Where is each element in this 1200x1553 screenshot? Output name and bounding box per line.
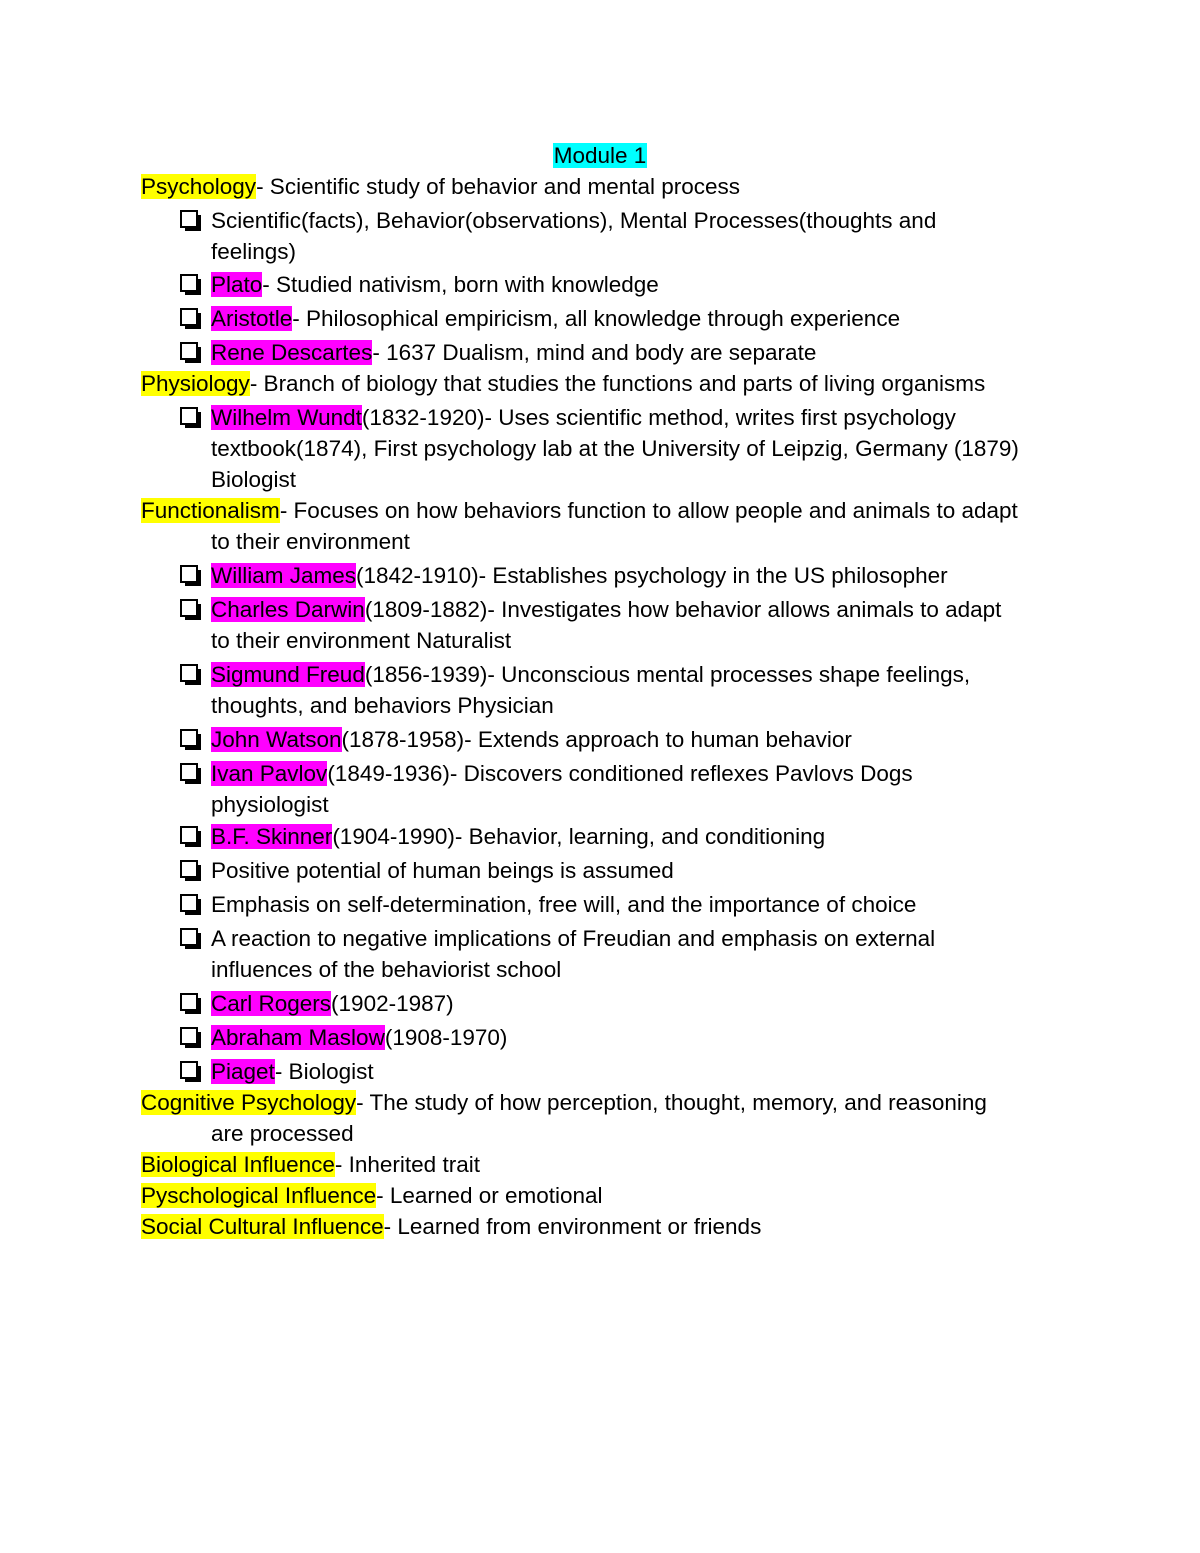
functionalism-heading: [141, 495, 1018, 526]
item-text: (1878-1958)- Extends approach to human behavior: [341, 727, 852, 752]
term-john-watson: John Watson: [211, 727, 342, 752]
term-piaget: Piaget: [211, 1059, 275, 1084]
item-text: (1842-1910)- Establishes psychology in the US philosopher: [356, 563, 948, 588]
checkbox-icon[interactable]: [180, 1061, 198, 1079]
term-social-cultural-influence: Social Cultural Influence: [141, 1214, 384, 1239]
checkbox-icon[interactable]: [180, 342, 198, 360]
item-text: thoughts, and behaviors Physician: [211, 693, 554, 718]
psychological-definition: - Learned or emotional: [376, 1183, 603, 1208]
functionalism-definition: - Focuses on how behaviors function to allow people and animals to adapt: [279, 498, 1018, 523]
item-text: (1809-1882)- Investigates how behavior allows animals to adapt: [364, 597, 1002, 622]
term-cognitive-psychology: Cognitive Psychology: [141, 1090, 357, 1115]
item-text: - Philosophical empiricism, all knowledge through experience: [292, 306, 901, 331]
term-aristotle: Aristotle: [211, 306, 293, 331]
checkbox-icon[interactable]: [180, 1027, 198, 1045]
social-definition: - Learned from environment or friends: [383, 1214, 762, 1239]
cognitive-continued: [211, 1118, 354, 1149]
list-item-continued: [211, 690, 554, 721]
checkbox-icon[interactable]: [180, 210, 198, 228]
biological-definition: - Inherited trait: [334, 1152, 480, 1177]
list-item: [211, 303, 900, 334]
item-text: (1902-1987): [331, 991, 454, 1016]
item-text: to their environment: [211, 529, 410, 554]
term-rene-descartes: Rene Descartes: [211, 340, 373, 365]
term-wilhelm-wundt: Wilhelm Wundt: [211, 405, 362, 430]
item-text: (1832-1920)- Uses scientific method, writes first psychology: [361, 405, 956, 430]
checkbox-icon[interactable]: [180, 894, 198, 912]
functionalism-continued: [211, 526, 410, 557]
list-item-continued: [211, 954, 561, 985]
item-text: - Studied nativism, born with knowledge: [262, 272, 659, 297]
cognitive-heading: [141, 1087, 987, 1118]
checkbox-icon[interactable]: [180, 308, 198, 326]
item-text: influences of the behaviorist school: [211, 957, 562, 982]
item-text: - 1637 Dualism, mind and body are separate: [372, 340, 817, 365]
term-ivan-pavlov: Ivan Pavlov: [211, 761, 328, 786]
list-item: [211, 594, 1001, 625]
checkbox-icon[interactable]: [180, 928, 198, 946]
page-title: Module 1: [553, 143, 647, 168]
item-text: textbook(1874), First psychology lab at the University of Leipzig, Germany (1879): [211, 436, 1019, 461]
item-text: Biologist: [211, 467, 297, 492]
list-item: [211, 205, 936, 236]
term-abraham-maslow: Abraham Maslow: [211, 1025, 385, 1050]
item-text: feelings): [211, 239, 297, 264]
list-item: [211, 855, 674, 886]
list-item: [211, 988, 454, 1019]
term-william-james: William James: [211, 563, 357, 588]
term-plato: Plato: [211, 272, 263, 297]
list-item: [211, 1056, 374, 1087]
list-item-continued: [211, 625, 511, 656]
list-item: [211, 923, 935, 954]
list-item: [211, 889, 916, 920]
term-physiology: Physiology: [141, 371, 250, 396]
checkbox-icon[interactable]: [180, 763, 198, 781]
checkbox-icon[interactable]: [180, 860, 198, 878]
checkbox-icon[interactable]: [180, 729, 198, 747]
term-carl-rogers: Carl Rogers: [211, 991, 332, 1016]
checkbox-icon[interactable]: [180, 826, 198, 844]
term-psychology: Psychology: [141, 174, 257, 199]
list-item: [211, 758, 913, 789]
biological-heading: [141, 1149, 480, 1180]
physiology-definition: - Branch of biology that studies the functions and parts of living organisms: [249, 371, 986, 396]
list-item: [211, 724, 852, 755]
term-sigmund-freud: Sigmund Freud: [211, 662, 365, 687]
item-text: (1904-1990)- Behavior, learning, and conditioning: [332, 824, 826, 849]
checkbox-icon[interactable]: [180, 274, 198, 292]
checkbox-icon[interactable]: [180, 993, 198, 1011]
checkbox-icon[interactable]: [180, 407, 198, 425]
item-text: (1856-1939)- Unconscious mental processes shape feelings,: [364, 662, 971, 687]
list-item-continued: [211, 464, 296, 495]
item-text: (1849-1936)- Discovers conditioned reflexes Pavlovs Dogs: [327, 761, 913, 786]
item-text: to their environment Naturalist: [211, 628, 512, 653]
psychological-heading: [141, 1180, 603, 1211]
item-text: Scientific(facts), Behavior(observations), Mental Processes(thoughts and: [211, 208, 937, 233]
psychology-heading: [141, 171, 740, 202]
cognitive-definition: - The study of how perception, thought, memory, and reasoning: [356, 1090, 987, 1115]
list-item: [211, 821, 825, 852]
item-text: physiologist: [211, 792, 329, 817]
physiology-heading: [141, 368, 985, 399]
term-psychological-influence: Pyschological Influence: [141, 1183, 377, 1208]
checkbox-icon[interactable]: [180, 664, 198, 682]
psychology-definition: - Scientific study of behavior and mental process: [256, 174, 741, 199]
list-item: [211, 402, 956, 433]
list-item-continued: [211, 789, 329, 820]
item-text: - Biologist: [274, 1059, 374, 1084]
list-item: [211, 337, 816, 368]
term-charles-darwin: Charles Darwin: [211, 597, 365, 622]
term-bf-skinner: B.F. Skinner: [211, 824, 333, 849]
list-item: [211, 1022, 507, 1053]
list-item-continued: [211, 236, 296, 267]
title-row: [0, 141, 1200, 171]
list-item: [211, 659, 970, 690]
checkbox-icon[interactable]: [180, 599, 198, 617]
item-text: (1908-1970): [384, 1025, 508, 1050]
list-item: [211, 560, 948, 591]
social-heading: [141, 1211, 761, 1242]
item-text: A reaction to negative implications of Freudian and emphasis on external: [211, 926, 936, 951]
item-text: Positive potential of human beings is assumed: [211, 858, 674, 883]
item-text: are processed: [211, 1121, 354, 1146]
list-item-continued: [211, 433, 1019, 464]
term-functionalism: Functionalism: [141, 498, 280, 523]
term-biological-influence: Biological Influence: [141, 1152, 335, 1177]
list-item: [211, 269, 659, 300]
item-text: Emphasis on self-determination, free will, and the importance of choice: [211, 892, 917, 917]
checkbox-icon[interactable]: [180, 565, 198, 583]
